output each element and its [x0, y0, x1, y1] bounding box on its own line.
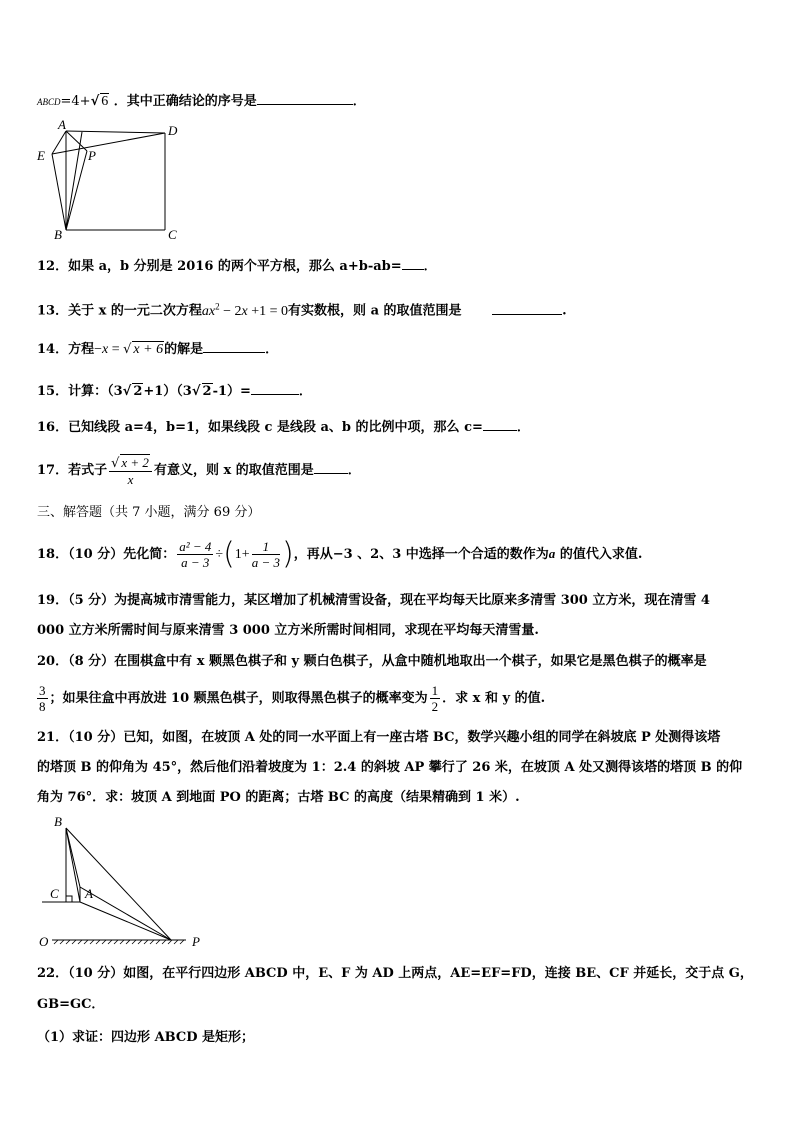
q20-fraction-1	[37, 683, 48, 714]
q22-sub-1: （1）求证：四边形 ABCD 是矩形；	[37, 1030, 255, 1045]
q18-post2: 的值代入求值.	[555, 547, 643, 562]
fig2-ground-hatching	[54, 940, 184, 944]
q11-tail	[37, 90, 366, 111]
fig1-label-b: B	[54, 227, 62, 242]
q19-line-2: 000 立方米所需时间与原来清雪 3 000 立方米所需时间相同，求现在平均每天清雪量.	[37, 623, 539, 638]
q21-line-2: 的塔顶 B 的仰角为 45°，然后他们沿着坡度为 1：2.4 的斜坡 AP 攀行了 26 米，在坡顶 A 处又测得该塔的塔顶 B 的仰	[37, 760, 743, 775]
fig1-line-eb	[52, 154, 66, 230]
q15-r1: 2	[133, 384, 143, 399]
q11-text: ．其中正确结论的序号是	[113, 94, 257, 109]
fig2-label-p: P	[192, 934, 200, 949]
fig2-line-b-a	[66, 828, 80, 902]
q20-f2-den: 2	[431, 699, 439, 714]
q17-den: x	[127, 472, 134, 487]
q14-eq: =	[108, 342, 124, 357]
q15-r2: 2	[202, 384, 212, 399]
q13-rest: +1 = 0	[247, 303, 289, 319]
q12	[37, 255, 437, 276]
sqrt-symbol: √	[90, 94, 100, 109]
q18-fraction-1	[177, 539, 213, 570]
fig2-label-c: C	[50, 886, 59, 901]
q20-line-2	[37, 680, 545, 718]
q18-fraction-2	[252, 539, 280, 570]
q15-mid: +1）（3	[143, 384, 192, 399]
q18	[37, 534, 642, 575]
q18-f2-num: 1	[252, 539, 280, 555]
figure-square-abcd	[34, 118, 184, 243]
q20-f1-den: 8	[39, 699, 46, 714]
q12-text: 12．如果 a，b 分别是 2016 的两个平方根，那么 a+b-ab=	[37, 259, 402, 274]
q14-answer-blank[interactable]	[203, 338, 265, 353]
q17-end: ．	[347, 463, 361, 478]
q12-end: ．	[423, 259, 437, 274]
q14-post: 的解是	[164, 342, 204, 357]
fig1-line-b-ad	[66, 132, 82, 230]
q14-x: x	[102, 342, 109, 357]
q22-line-1: 22．（10 分）如图，在平行四边形 ABCD 中，E、F 为 AD 上两点，AE=EF=FD，连接 BE、CF 并延长，交于点 G，	[37, 966, 753, 981]
q18-pre: 18．（10 分）先化简：	[37, 547, 176, 562]
q17-fraction	[109, 454, 152, 487]
fig2-right-angle-mark	[66, 896, 72, 902]
fig1-line-ed	[52, 133, 165, 154]
fig1-label-d: D	[168, 123, 178, 138]
q18-f1-den: a − 3	[181, 555, 210, 570]
fig1-line-ea	[52, 131, 66, 154]
q13-answer-blank[interactable]	[492, 300, 562, 315]
q21-line-1: 21．（10 分）已知，如图，在坡顶 A 处的同一水平面上有一座古塔 BC，数学兴趣小组的同学在斜坡底 P 处测得该塔	[37, 730, 721, 745]
q13-equation	[201, 301, 289, 319]
q20-mid: ；如果往盒中再放进 10 颗黑色棋子，则取得黑色棋子的概率变为	[49, 691, 428, 706]
q18-f1-num: a² − 4	[179, 539, 212, 554]
q13-post: 有实数根，则 a 的取值范围是	[288, 303, 462, 319]
q14-end: ．	[265, 342, 279, 357]
q11-eq: =4+	[60, 94, 91, 109]
q20-f2-num: 1	[431, 683, 439, 698]
q14-lhs: −	[94, 342, 102, 357]
q13-sup: 2	[215, 301, 220, 311]
q18-div: ÷	[215, 547, 224, 562]
q20-post: ．求 x 和 y 的值.	[442, 691, 546, 706]
q11-radicand: 6	[101, 94, 109, 109]
q20-line-1: 20．（8 分）在围棋盒中有 x 颗黑色棋子和 y 颗白色棋子，从盒中随机地取出一个棋子，如果它是黑色棋子的概率是	[37, 654, 707, 669]
q18-one-plus: 1+	[234, 547, 250, 562]
fig2-slope-ap	[80, 902, 171, 940]
q15-pre: 15．计算：（3	[37, 384, 123, 399]
sqrt-symbol: √	[191, 384, 201, 399]
q18-lparen: (	[223, 536, 235, 572]
q14-pre: 14．方程	[37, 342, 95, 357]
q15	[37, 380, 312, 401]
fig2-label-o: O	[39, 934, 49, 949]
section-3-title: 三、解答题（共 7 小题，满分 69 分）	[37, 505, 261, 520]
fig1-label-c: C	[168, 227, 177, 242]
q14-equation	[94, 342, 164, 357]
q17-pre: 17．若式子	[37, 463, 108, 478]
sqrt-symbol: √	[123, 342, 132, 357]
fig1-side-ad	[66, 131, 165, 133]
q15-post: -1）=	[212, 384, 251, 399]
q13-a: a	[201, 303, 209, 319]
fig2-line-bp	[66, 828, 171, 940]
q13-mid: − 2	[219, 303, 242, 319]
fig1-line-ap	[66, 131, 87, 151]
fig1-label-p: P	[88, 148, 96, 163]
q16-end: ．	[516, 420, 530, 435]
q13-end: .	[562, 303, 567, 319]
sqrt-symbol: √	[111, 456, 120, 471]
fig2-label-b: B	[54, 814, 62, 829]
q14-radicand: x + 6	[133, 342, 164, 357]
fig2-label-a: A	[85, 886, 93, 901]
q17	[37, 452, 361, 490]
q21-line-3: 角为 76°．求：坡顶 A 到地面 PO 的距离；古塔 BC 的高度（结果精确到 1 米）.	[37, 790, 520, 805]
q11-prefix: ABCD	[37, 97, 61, 107]
q13-pre: 13．关于 x 的一元二次方程	[37, 303, 202, 319]
q18-post: ，再从−3 、2、3 中选择一个合适的数作为	[293, 547, 549, 562]
q20-fraction-2	[430, 683, 441, 714]
q18-a: a	[548, 546, 556, 561]
q16-text: 16．已知线段 a=4，b=1，如果线段 c 是线段 a、b 的比例中项，那么 c=	[37, 420, 483, 435]
q16-answer-blank[interactable]	[483, 416, 517, 431]
q12-answer-blank[interactable]	[402, 255, 424, 270]
fig1-label-a: A	[58, 118, 66, 132]
q19-line-1: 19．（5 分）为提高城市清雪能力，某区增加了机械清雪设备，现在平均每天比原来多清雪 300 立方米，现在清雪 4	[37, 593, 710, 608]
q13-x1: x	[208, 303, 216, 319]
q14	[37, 338, 278, 359]
sqrt-symbol: √	[122, 384, 132, 399]
q22-line-2: GB=GC．	[37, 997, 105, 1012]
q18-rparen: )	[281, 536, 294, 572]
q17-post: 有意义，则 x 的取值范围是	[153, 463, 314, 478]
q11-end: ．	[352, 94, 366, 109]
q17-answer-blank[interactable]	[314, 459, 348, 474]
q18-f2-den: a − 3	[251, 555, 280, 570]
q13	[37, 297, 567, 321]
fig1-label-e: E	[37, 148, 45, 163]
q17-num-radicand: x + 2	[121, 455, 149, 470]
q11-answer-blank[interactable]	[257, 90, 353, 105]
q13-x2: x	[241, 303, 248, 319]
q15-end: ．	[298, 384, 312, 399]
figure-tower-slope	[36, 814, 216, 949]
q15-answer-blank[interactable]	[251, 380, 299, 395]
fig2-line-ab	[80, 887, 171, 940]
q20-f1-num: 3	[39, 683, 46, 698]
q16	[37, 416, 530, 437]
